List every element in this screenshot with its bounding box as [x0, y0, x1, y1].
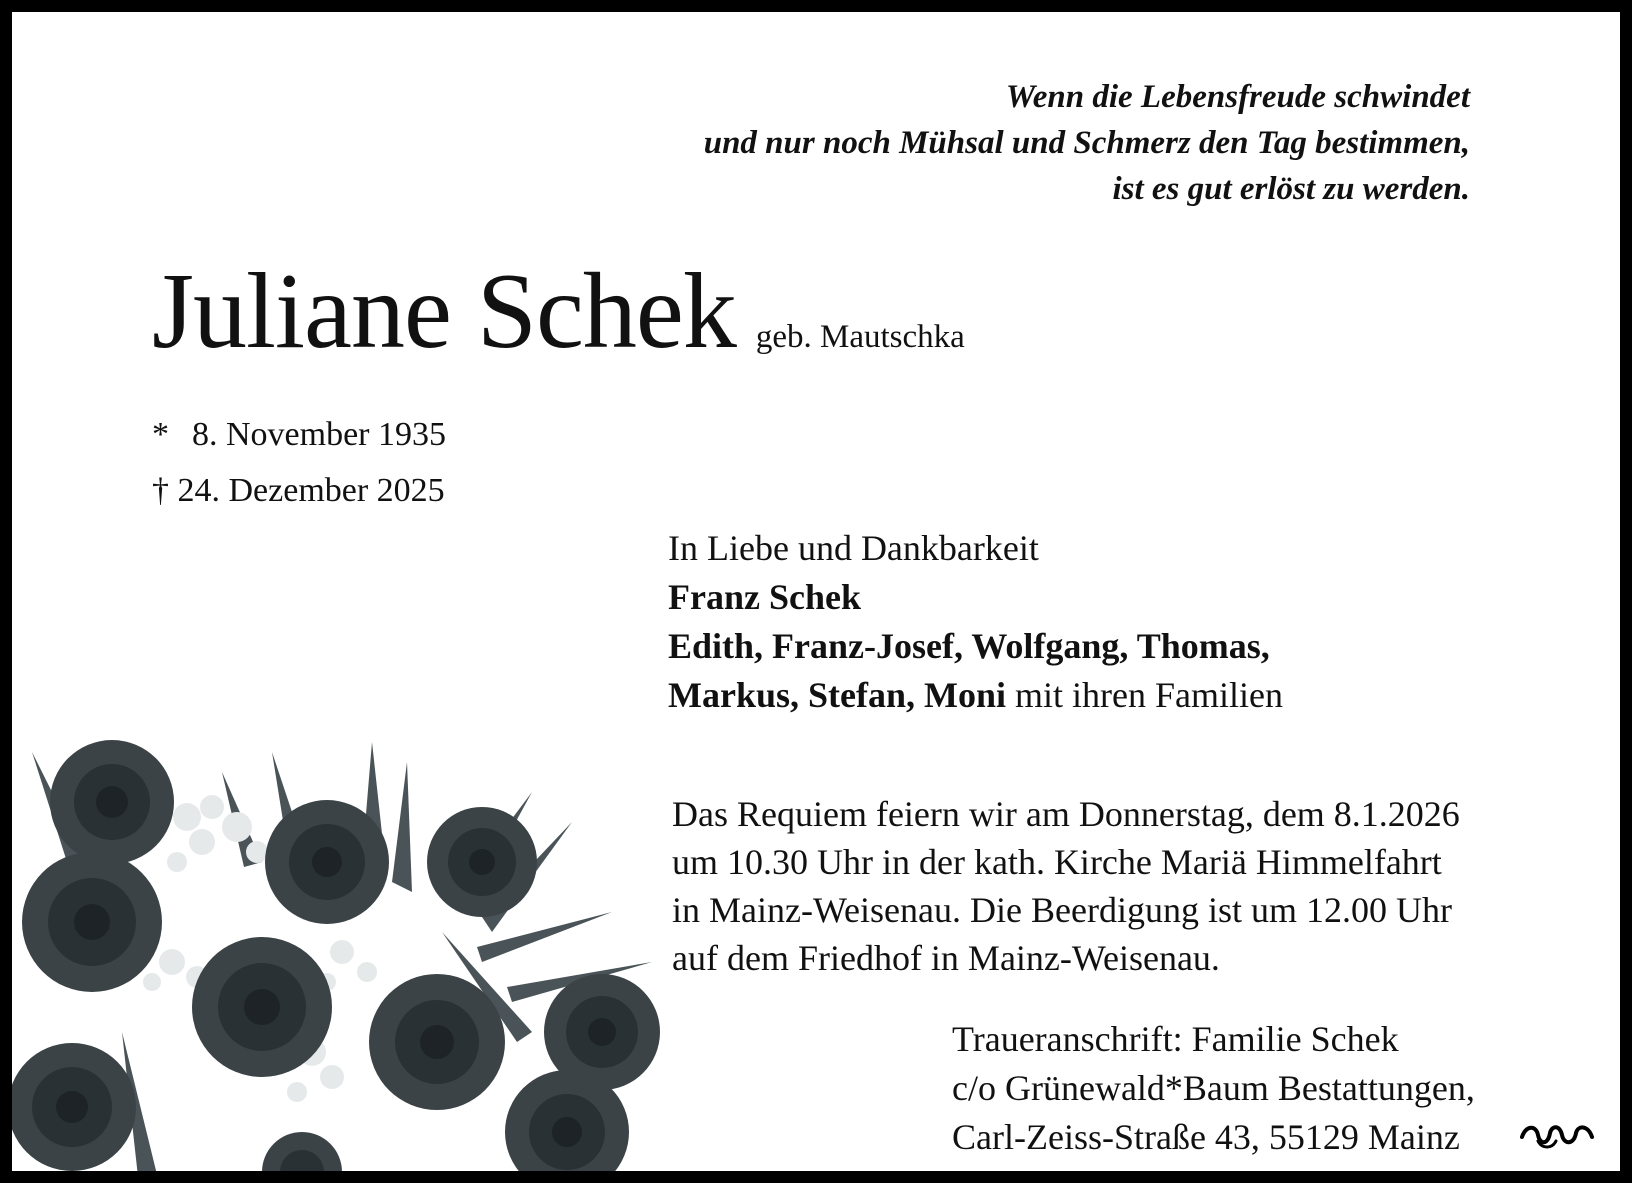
rose-4	[427, 807, 537, 917]
service-line-2: um 10.30 Uhr in der kath. Kirche Mariä Himmelfahrt	[672, 842, 1442, 882]
life-dates	[152, 407, 446, 519]
rose-8	[12, 1043, 136, 1171]
service-details	[672, 790, 1460, 982]
rose-10	[262, 1132, 342, 1183]
death-symbol: †	[152, 472, 169, 509]
rose-6	[369, 974, 505, 1110]
rose-2	[22, 852, 162, 992]
birth-name: geb. Mautschka	[755, 319, 965, 355]
service-line-3: in Mainz-Weisenau. Die Beerdigung ist um 12.00 Uhr	[672, 890, 1452, 930]
address-line-2: c/o Grünewald*Baum Bestattungen,	[952, 1068, 1475, 1108]
mourner-children-line-2: Markus, Stefan, Moni	[668, 675, 1007, 715]
mourners-block	[668, 524, 1283, 720]
deceased-name: Juliane Schek	[152, 252, 736, 371]
rose-5	[192, 937, 332, 1077]
death-date: 24. Dezember 2025	[177, 472, 445, 509]
address-line-1: Traueranschrift: Familie Schek	[952, 1019, 1399, 1059]
service-line-1: Das Requiem feiern wir am Donnerstag, dem 8.1.2026	[672, 794, 1460, 834]
motto-line-3: ist es gut erlöst zu werden.	[1112, 171, 1470, 207]
birth-row	[152, 407, 446, 463]
mourners-intro: In Liebe und Dankbarkeit	[668, 528, 1039, 568]
motto-quote	[704, 74, 1470, 212]
address-line-3: Carl-Zeiss-Straße 43, 55129 Mainz	[952, 1117, 1460, 1157]
birth-symbol: *	[152, 416, 169, 453]
motto-line-2: und nur noch Mühsal und Schmerz den Tag bestimmen,	[703, 125, 1470, 161]
service-line-4: auf dem Friedhof in Mainz-Weisenau.	[672, 938, 1220, 978]
roses-bouquet-image	[12, 732, 692, 1183]
mourner-franz: Franz Schek	[668, 577, 861, 617]
mourner-families: mit ihren Familien	[1015, 675, 1283, 715]
birth-date: 8. November 1935	[192, 416, 447, 453]
motto-line-1: Wenn die Lebensfreude schwindet	[1005, 79, 1470, 115]
rose-1	[50, 740, 174, 864]
deceased-name-line	[152, 252, 965, 372]
mourner-children-line-1: Edith, Franz-Josef, Wolfgang, Thomas,	[668, 626, 1270, 666]
mourning-address	[952, 1015, 1475, 1162]
rose-3	[265, 800, 389, 924]
publisher-logo-icon	[1518, 1117, 1596, 1153]
death-row	[152, 463, 446, 519]
